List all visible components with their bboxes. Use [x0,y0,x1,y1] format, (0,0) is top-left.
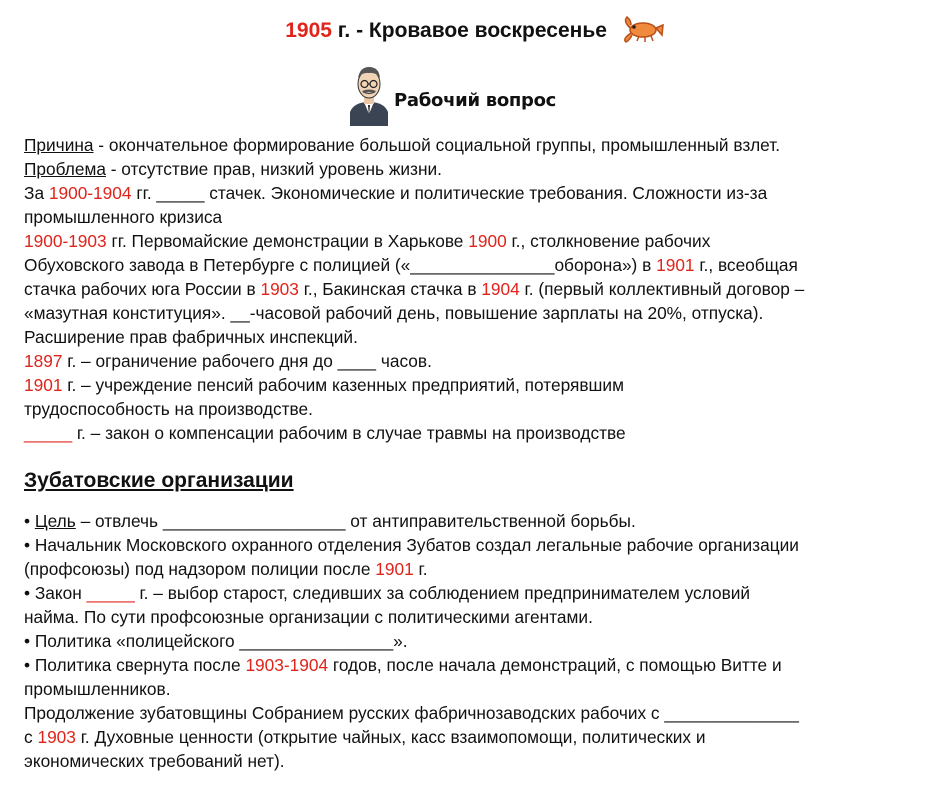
section-heading-zubatov: Зубатовские организации [24,469,294,492]
text-line: Продолжение зубатовщины Собранием русских фабричнозаводских рабочих с ______________ [24,703,799,723]
title-year: 1905 [285,19,332,42]
bullet-line: • Закон _____ г. – выбор старост, следивших за соблюдением предпринимателем условий [24,583,751,603]
section-workers-question [24,133,929,445]
bullet-line: промышленников. [24,679,171,699]
cause-label: Причина [24,135,94,155]
bullet-line: • Политика «полицейского ________________». [24,631,408,651]
subheader-title: Рабочий вопрос [394,90,557,111]
bullet-line: • Начальник Московского охранного отделения Зубатов создал легальные рабочие организации [24,535,799,555]
text-line: трудоспособность на производстве. [24,399,313,419]
text-line: стачка рабочих юга России в 1903 г., Бакинская стачка в 1904 г. (первый коллективный договор – [24,279,805,299]
text-line: 1901 г. – учреждение пенсий рабочим казенных предприятий, потерявшим [24,375,624,395]
text-line: с 1903 г. Духовные ценности (открытие чайных, касс взаимопомощи, политических и [24,727,706,747]
bullet-line: найма. По сути профсоюзные организации с политическими агентами. [24,607,593,627]
text-line: промышленного кризиса [24,207,223,227]
page-title [0,13,950,51]
text-line: _____ г. – закон о компенсации рабочим в случае травмы на производстве [24,423,626,443]
portrait-icon [346,64,392,131]
bullet-line: • Политика свернута после 1903-1904 годов, после начала демонстраций, с помощью Витте и [24,655,782,675]
text-line: Обуховского завода в Петербурге с полицией («_______________оборона») в 1901 г., всеобщая [24,255,798,275]
bullet-line: (профсоюзы) под надзором полиции после 1901 г. [24,559,428,579]
section-zubatov [24,509,929,773]
text-line: экономических требований нет). [24,751,285,771]
problem-label: Проблема [24,159,106,179]
text-line: 1897 г. – ограничение рабочего дня до ____ часов. [24,351,432,371]
cause-line: Причина - окончательное формирование большой социальной группы, промышленный взлет. [24,135,781,155]
title-text: г. - Кровавое воскресенье [337,19,607,42]
goal-label: Цель [34,511,76,531]
text-line: Расширение прав фабричных инспекций. [24,327,358,347]
crayfish-icon [619,13,665,51]
text-line: 1900-1903 гг. Первомайские демонстрации в Харькове 1900 г., столкновение рабочих [24,231,711,251]
text-line: «мазутная конституция». __-часовой рабочий день, повышение зарплаты на 20%, отпуска). [24,303,764,323]
bullet-goal: • Цель – отвлечь ___________________ от антиправительственной борьбы. [24,511,636,531]
problem-line: Проблема - отсутствие прав, низкий уровень жизни. [24,159,442,179]
text-line: За 1900-1904 гг. _____ стачек. Экономические и политические требования. Сложности из-за [24,183,768,203]
